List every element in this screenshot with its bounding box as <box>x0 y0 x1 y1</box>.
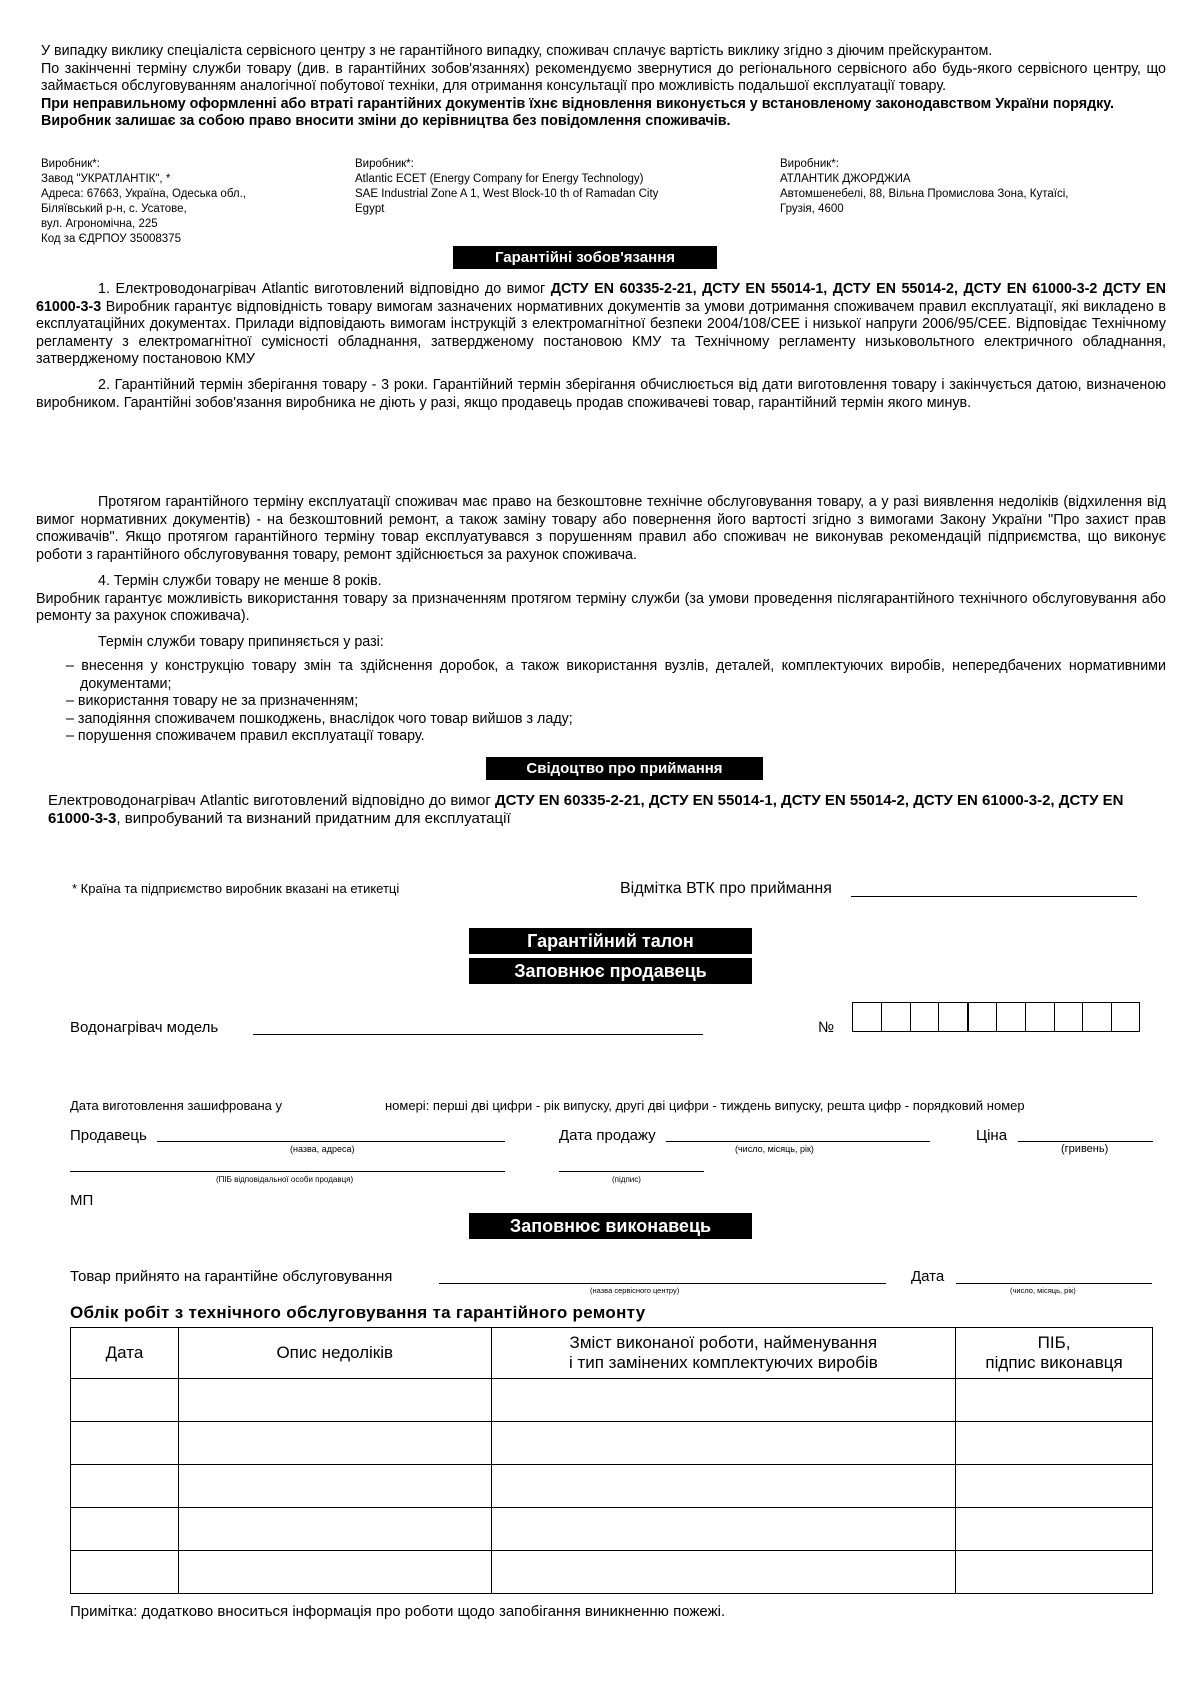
service-center-caption: (назва сервісного центру) <box>590 1286 680 1295</box>
serial-number-boxes[interactable] <box>852 1002 1140 1032</box>
manufacturer-atlantic-georgia: Виробник*: АТЛАНТИК ДЖОРДЖИА Автомшенебелі, 88, Вільна Промислова Зона, Кутаїсі, Грузія, 4600 <box>780 158 1069 215</box>
documents-loss-note: При неправильному оформленні або втраті гарантійних документів їхнє відновлення виконується у встановленому законодавством України порядку. <box>41 95 1114 112</box>
vtk-label: Відмітка ВТК про приймання <box>620 880 832 897</box>
guarantee-clause-1: 1. Електроводонагрівач Atlantic виготовлений відповідно до вимог ДСТУ EN 60335-2-21, ДСТУ EN 55014-1, ДСТУ EN 55014-2, ДСТУ EN 61000-3-2 ДСТУ EN 61000-3-3 Виробник гарантує відповідність товару вимогам зазначених нормативних документів за умови дотримання споживачем правил експлуатації, які викладено в експлуатаційних документах. Прилади відповідають вимогам інструкцій з електромагнітної безпеки 2004/108/CEE і низької напруги 2006/95/CEE. Відповідає Технічному регламенту з електромагнітної сумісності обладнання, затвердженому постановою КМУ та Технічному регламенту низьковольтного електричного обладнання, затвердженому постановою КМУ <box>36 281 1167 367</box>
serial-box[interactable] <box>1111 1002 1140 1032</box>
list-item: – внесення у конструкцію товару змін та здійснення доробок, а також використання вузлів, деталей, комплектуючих виробів, непередбачених нормативними документами; <box>66 658 1166 692</box>
list-item: – використання товару не за призначенням; <box>66 693 359 709</box>
warranty-coupon-title: Гарантійний талон <box>469 928 752 954</box>
serial-box[interactable] <box>938 1002 967 1032</box>
serial-box[interactable] <box>1082 1002 1111 1032</box>
sale-date-line[interactable] <box>666 1141 930 1142</box>
header-executor: ПІБ, підпис виконавця <box>956 1328 1153 1379</box>
manual-changes-note: Виробник залишає за собою право вносити зміни до керівництва без повідомлення споживачів. <box>41 113 731 129</box>
table-header-row <box>71 1328 1153 1379</box>
service-center-line[interactable] <box>439 1283 886 1284</box>
serial-box[interactable] <box>996 1002 1025 1032</box>
seller-fills-title: Заповнює продавець <box>469 958 752 984</box>
serial-number-label: № <box>818 1019 835 1036</box>
guarantee-title: Гарантійні зобов'язання <box>453 246 717 269</box>
guarantee-clause-3: Протягом гарантійного терміну експлуатації споживач має право на безкоштовне технічне обслуговування товару, а у разі виявлення недоліків (відхилення від вимог нормативних документів) - на безкоштовний ремонт, а також заміну товару або повернення його вартості згідно з вимогами Закону України "Про захист прав споживачів". Якщо протягом гарантійного терміну товар експлуатувався з порушенням правил або споживач не виконував рекомендацій підприємства, що виконує роботи з гарантійного обслуговування товару, ремонт здійснюється за рахунок споживача. <box>36 494 1166 563</box>
signature-caption: (підпис) <box>612 1175 641 1184</box>
list-item: – порушення споживачем правил експлуатації товару. <box>66 728 425 744</box>
acceptance-title: Свідоцтво про приймання <box>486 757 763 780</box>
price-caption: (гривень) <box>1061 1143 1109 1155</box>
accepted-for-service-label: Товар прийнято на гарантійне обслуговування <box>70 1268 393 1285</box>
table-row[interactable] <box>71 1379 1153 1422</box>
table-row[interactable] <box>71 1422 1153 1465</box>
service-life-note: По закінченні терміну служби товару (див. в гарантійних зобов'язаннях) рекомендуємо звернутися до регіонального сервісного або будь-якого сервісного центру, що займається обслуговуванням аналогічної побутової техніки, для отримання консультації про можливість подальшої експлуатації товару. <box>41 60 1166 94</box>
guarantee-clause-2: 2. Гарантійний термін зберігання товару - 3 роки. Гарантійний термін зберігання обчислюється від дати виготовлення товару і закінчується датою, визначеною виробником. Гарантійні зобов'язання виробника не діють у разі, якщо продавець продав споживачеві товар, гарантійний термін якого минув. <box>36 377 1166 411</box>
header-work-content: Зміст виконаної роботи, найменування і тип замінених комплектуючих виробів <box>491 1328 956 1379</box>
sale-date-caption: (число, місяць, рік) <box>735 1144 814 1154</box>
guarantee-clause-4: 4. Термін служби товару не менше 8 років. Виробник гарантує можливість використання товару за призначенням протягом терміну служби (за умови проведення післягарантійного технічного обслуговування або ремонту за рахунок споживача). <box>36 573 1166 624</box>
table-row[interactable] <box>71 1508 1153 1551</box>
service-life-end-list <box>66 658 1166 746</box>
manufacturer-footnote: * Країна та підприємство виробник вказані на етикетці <box>72 881 400 896</box>
service-life-end-heading: Термін служби товару припиняється у разі: <box>98 634 384 650</box>
seller-label: Продавець <box>70 1127 147 1144</box>
table-row[interactable] <box>71 1465 1153 1508</box>
serial-box[interactable] <box>852 1002 881 1032</box>
serial-box[interactable] <box>967 1002 996 1032</box>
vtk-line[interactable] <box>851 896 1137 897</box>
manufacture-date-label: Дата виготовлення зашифрована у <box>70 1098 282 1113</box>
manufacture-date-explanation: номері: перші дві цифри - рік випуску, другі дві цифри - тиждень випуску, решта цифр - порядковий номер <box>385 1098 1025 1113</box>
acceptance-text: Електроводонагрівач Atlantic виготовлений відповідно до вимог ДСТУ EN 60335-2-21, ДСТУ EN 55014-1, ДСТУ EN 55014-2, ДСТУ EN 61000-3-2, ДСТУ EN 61000-3-3, випробуваний та визнаний придатним для експлуатації <box>48 792 1124 827</box>
stamp-label: МП <box>70 1192 94 1209</box>
top-notes <box>41 43 1166 131</box>
header-date: Дата <box>71 1328 179 1379</box>
serial-box[interactable] <box>1054 1002 1083 1032</box>
price-line[interactable] <box>1018 1141 1153 1142</box>
serial-box[interactable] <box>910 1002 939 1032</box>
model-label: Водонагрівач модель <box>70 1019 219 1036</box>
service-date-label: Дата <box>911 1268 945 1285</box>
responsible-person-line[interactable] <box>70 1171 505 1172</box>
seller-caption: (назва, адреса) <box>290 1144 355 1154</box>
seller-line[interactable] <box>157 1141 505 1142</box>
service-date-caption: (число, місяць, рік) <box>1010 1286 1076 1295</box>
manufacturer-atlantic-ecet: Виробник*: Atlantic ECET (Energy Company for Energy Technology) SAE Industrial Zone A 1, West Block-10 th of Ramadan City Egypt <box>355 158 659 215</box>
service-log-table <box>70 1327 1153 1594</box>
price-label: Ціна <box>976 1127 1008 1144</box>
manufacturer-ukratlantic: Виробник*: Завод "УКРАТЛАНТІК", * Адреса: 67663, Україна, Одеська обл., Біляївський р-н, с. Усатове, вул. Агрономічна, 225 Код за ЄДРПОУ 35008375 <box>41 158 247 245</box>
service-log-title: Облік робіт з технічного обслуговування та гарантійного ремонту <box>70 1303 646 1322</box>
responsible-person-caption: (ПІБ відповідальної особи продавця) <box>216 1175 354 1184</box>
sale-date-label: Дата продажу <box>559 1127 656 1144</box>
table-row[interactable] <box>71 1551 1153 1594</box>
list-item: – заподіяння споживачем пошкоджень, внаслідок чого товар вийшов з ладу; <box>66 710 573 727</box>
footnote-note: Примітка: додатково вноситься інформація про роботи щодо запобігання виникненню пожежі. <box>70 1603 726 1620</box>
service-date-line[interactable] <box>956 1283 1152 1284</box>
model-line[interactable] <box>253 1034 703 1035</box>
serial-box[interactable] <box>881 1002 910 1032</box>
signature-line[interactable] <box>559 1171 704 1172</box>
serial-box[interactable] <box>1025 1002 1054 1032</box>
header-defects: Опис недоліків <box>178 1328 491 1379</box>
executor-fills-title: Заповнює виконавець <box>469 1213 752 1239</box>
service-call-note: У випадку виклику спеціаліста сервісного центру з не гарантійного випадку, споживач сплачує вартість виклику згідно з діючим прейскурантом. <box>41 43 993 59</box>
